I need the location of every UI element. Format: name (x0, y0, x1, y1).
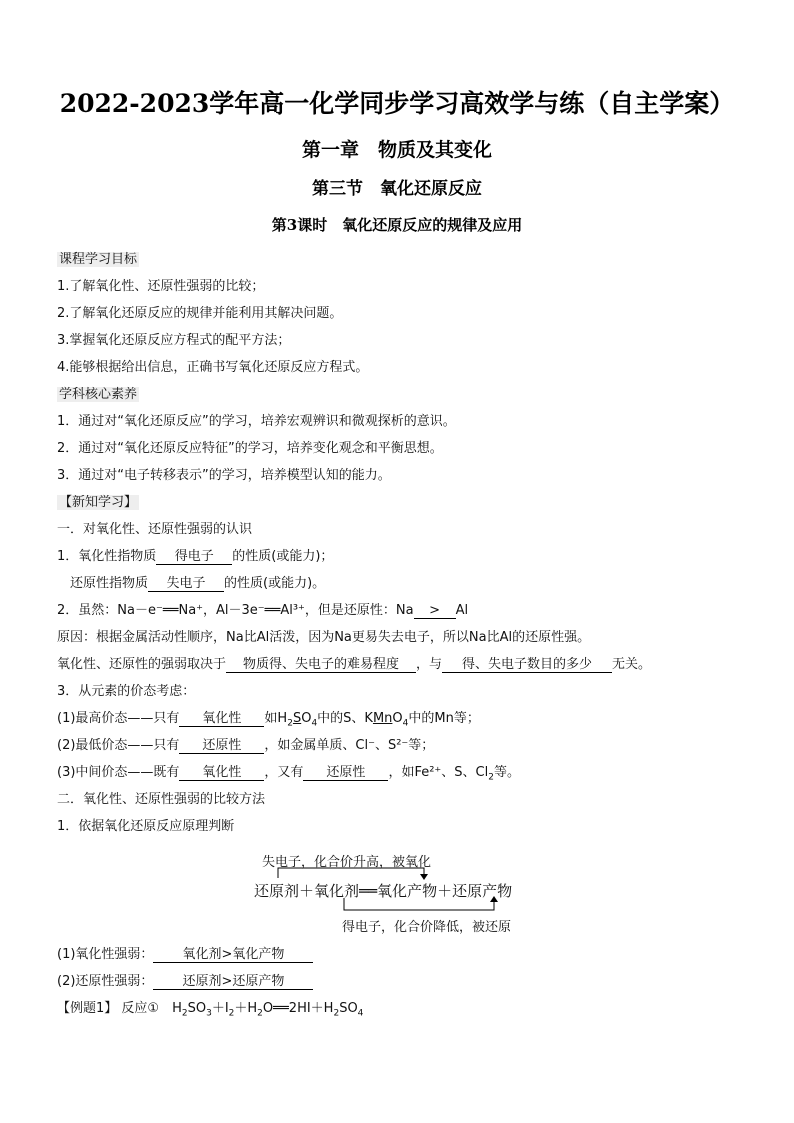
blank-answer: 氧化性 (179, 765, 264, 781)
blank-answer: 还原性 (179, 738, 264, 754)
q1-oxidizing: 1．氧化性指物质 得电子 的性质(或能力)； (57, 549, 334, 564)
reducing-strength: (2)还原性强弱： 还原剂>还原产物 (57, 973, 313, 991)
blank-answer: > (414, 603, 456, 619)
blank-answer: 得、失电子数目的多少 (442, 657, 612, 673)
diagram-equation: 还原剂＋氧化剂══氧化产物＋还原产物 (254, 882, 513, 900)
reason-line: 原因：根据金属活动性顺序，Na比Al活泼，因为Na更易失去电子，所以Na比Al的还原性强。 (57, 630, 591, 645)
diagram-bottom-label: 得电子，化合价降低，被还原 (342, 920, 512, 935)
part2-q1: 1．依据氧化还原反应原理判断 (57, 819, 235, 834)
blank-answer: 还原剂>还原产物 (153, 974, 313, 990)
depend-line: 氧化性、还原性的强弱取决于 物质得、失电子的难易程度 ，与 得、失电子数目的多少 无关。 (57, 657, 652, 672)
lesson-title: 第3课时 氧化还原反应的规律及应用 (271, 216, 523, 234)
chapter-title: 第一章 物质及其变化 (301, 139, 492, 161)
blank-answer: 氧化性 (179, 711, 264, 727)
document-title: 2022-2023学年高一化学同步学习高效学与练（自主学案） (59, 89, 735, 118)
redox-diagram (248, 848, 548, 938)
newknow-heading: 【新知学习】 (59, 495, 138, 510)
goal-item: 1.了解氧化性、还原性强弱的比较； (57, 279, 265, 294)
literacy-item: 2．通过对“氧化还原反应特征”的学习，培养变化观念和平衡思想。 (57, 441, 443, 456)
section-title: 第三节 氧化还原反应 (312, 179, 482, 199)
part2-heading: 二．氧化性、还原性强弱的比较方法 (57, 792, 266, 807)
blank-answer: 失电子 (148, 576, 224, 592)
example-1: 【例题1】 反应① $H_2SO_3+I_2+H_2O══2HI+H_2SO_4$ (57, 1001, 364, 1019)
goal-item: 3.掌握氧化还原反应方程式的配平方法； (57, 333, 291, 348)
goal-item: 2.了解氧化还原反应的规律并能利用其解决问题。 (57, 306, 343, 321)
blank-answer: 物质得、失电子的难易程度 (226, 657, 416, 673)
literacy-heading: 学科核心素养 (59, 387, 138, 402)
diagram-top-label: 失电子，化合价升高，被氧化 (262, 855, 432, 870)
part1-heading: 一．对氧化性、还原性强弱的认识 (57, 522, 253, 537)
valence-lowest: (2)最低价态——只有 还原性 ，如金属单质、Cl⁻、S²⁻等； (57, 738, 435, 753)
q1-reducing: 还原性指物质 失电子 的性质(或能力)。 (70, 576, 326, 591)
q2-line: 2．虽然：Na－e⁻══Na⁺，Al－3e⁻══Al³⁺，但是还原性：Na > Al (57, 603, 469, 618)
valence-middle: (3)中间价态——既有 氧化性 ，又有 还原性 ，如Fe²⁺、S、$Cl_2$等。 (57, 765, 520, 783)
blank-answer: 氧化剂>氧化产物 (153, 947, 313, 963)
blank-answer: 还原性 (303, 765, 388, 781)
valence-highest: (1)最高价态——只有 氧化性 如$H_2SO_4$中的S、KMnO$_4$中的Mn等； (57, 711, 480, 729)
literacy-item: 3．通过对“电子转移表示”的学习，培养模型认知的能力。 (57, 468, 391, 483)
blank-answer: 得电子 (156, 549, 232, 565)
literacy-item: 1．通过对“氧化还原反应”的学习，培养宏观辨识和微观探析的意识。 (57, 414, 456, 429)
q3-line: 3．从元素的价态考虑： (57, 684, 196, 699)
oxidizing-strength: (1)氧化性强弱： 氧化剂>氧化产物 (57, 946, 313, 964)
goal-item: 4.能够根据给出信息，正确书写氧化还原反应方程式。 (57, 360, 369, 375)
goals-heading: 课程学习目标 (59, 252, 138, 267)
